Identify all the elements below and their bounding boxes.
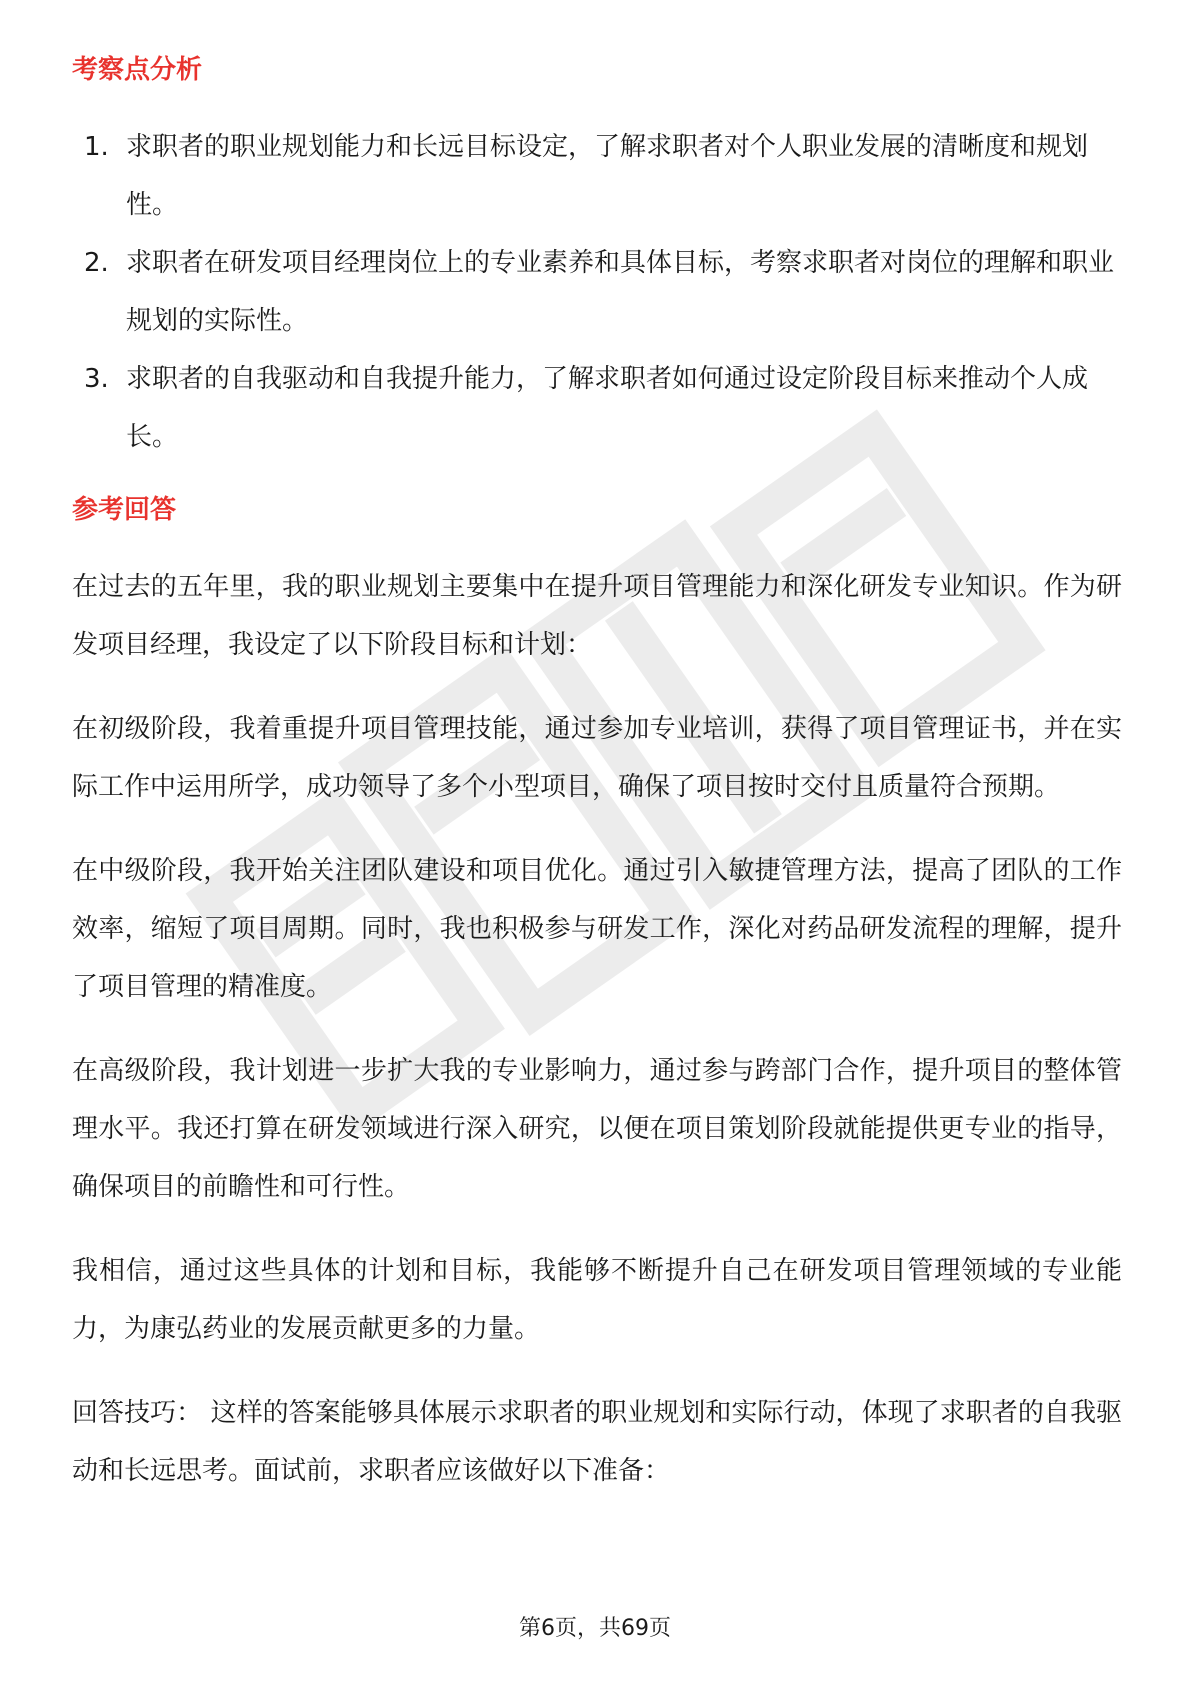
- answer-paragraph: 在中级阶段，我开始关注团队建设和项目优化。通过引入敏捷管理方法，提高了团队的工作效率，缩短了项目周期。同时，我也积极参与研发工作，深化对药品研发流程的理解，提升了项目管理的精准度。: [72, 856, 1122, 1002]
- main-content: [72, 50, 1122, 1500]
- list-item: [72, 350, 1122, 466]
- answer-paragraph: 在初级阶段，我着重提升项目管理技能，通过参加专业培训，获得了项目管理证书，并在实际工作中运用所学，成功领导了多个小型项目，确保了项目按时交付且质量符合预期。: [72, 714, 1122, 802]
- section-title-analysis: 考察点分析: [72, 55, 203, 85]
- answer-paragraph: 我相信，通过这些具体的计划和目标，我能够不断提升自己在研发项目管理领域的专业能力，为康弘药业的发展贡献更多的力量。: [72, 1256, 1122, 1344]
- list-item-text: 求职者的职业规划能力和长远目标设定，了解求职者对个人职业发展的清晰度和规划性。: [126, 132, 1089, 220]
- list-item-text: 求职者的自我驱动和自我提升能力，了解求职者如何通过设定阶段目标来推动个人成长。: [126, 364, 1089, 452]
- page-number-footer: 第6页，共69页: [519, 1616, 671, 1641]
- list-item-number: 3.: [84, 364, 109, 394]
- answer-tips-paragraph: 回答技巧： 这样的答案能够具体展示求职者的职业规划和实际行动，体现了求职者的自我驱动和长远思考。面试前，求职者应该做好以下准备：: [72, 1398, 1122, 1486]
- analysis-points-list: [72, 118, 1122, 466]
- list-item-number: 2.: [84, 248, 109, 278]
- list-item: [72, 118, 1122, 234]
- list-item-number: 1.: [84, 132, 109, 162]
- list-item-text: 求职者在研发项目经理岗位上的专业素养和具体目标，考察求职者对岗位的理解和职业规划的实际性。: [126, 248, 1115, 336]
- section-title-reference-answer: 参考回答: [72, 495, 177, 525]
- answer-paragraph: 在过去的五年里，我的职业规划主要集中在提升项目管理能力和深化研发专业知识。作为研发项目经理，我设定了以下阶段目标和计划：: [72, 572, 1122, 660]
- answer-paragraph: 在高级阶段，我计划进一步扩大我的专业影响力，通过参与跨部门合作，提升项目的整体管理水平。我还打算在研发领域进行深入研究，以便在项目策划阶段就能提供更专业的指导，确保项目的前瞻性和可行性。: [72, 1056, 1122, 1202]
- list-item: [72, 234, 1122, 350]
